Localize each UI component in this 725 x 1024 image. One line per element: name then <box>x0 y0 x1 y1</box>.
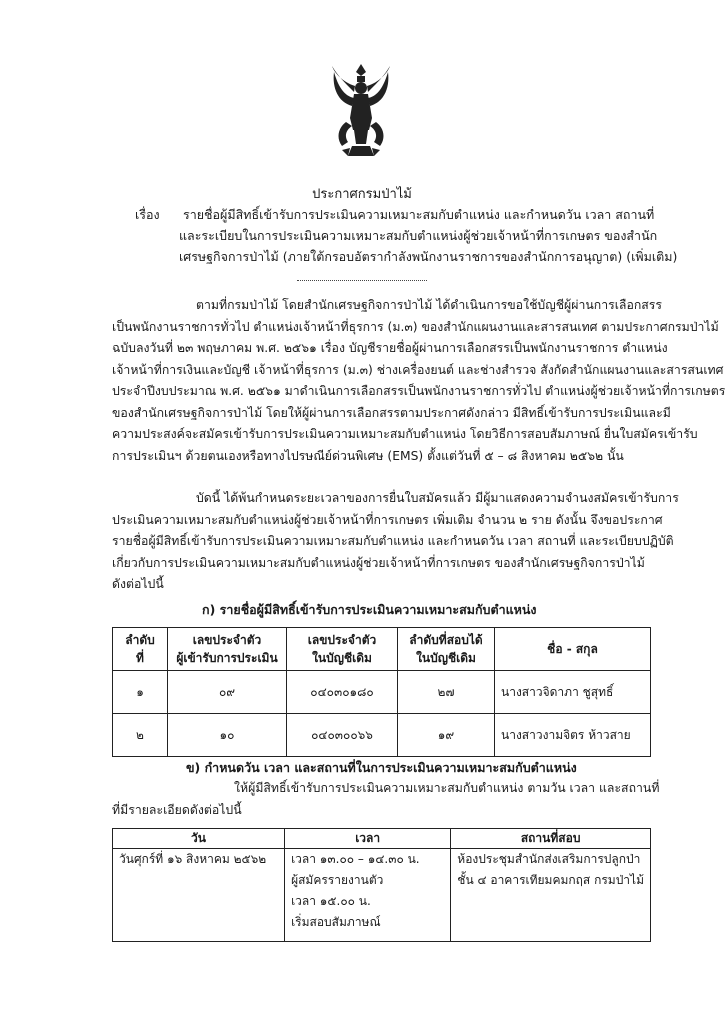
table-cell: ๐๔๐๓๐๑๘๐ <box>287 671 398 714</box>
paragraph-line: เจ้าหน้าที่การเงินและบัญชี เจ้าหน้าที่ธุรการ (ม.๓) ช่างเครื่องยนต์ และช่างสำรวจ สังกัดสำนักแผนงานและสารสนเทศ <box>112 362 724 377</box>
table-cell: ๐๔๐๓๐๐๖๖ <box>287 714 398 757</box>
column-header: เวลา <box>285 829 451 849</box>
column-header: ลำดับ ที่ <box>113 628 168 671</box>
table-cell: นางสาวงามจิตร ห้าวสาย <box>495 714 651 757</box>
paragraph-background <box>112 295 725 467</box>
column-header: สถานที่สอบ <box>451 829 651 849</box>
subject-line: เศรษฐกิจการป่าไม้ (ภายใต้กรอบอัตรากำลังพนักงานราชการของสำนักการอนุญาต) (เพิ่มเติม) <box>179 249 678 264</box>
dotted-separator <box>297 280 427 281</box>
paragraph-line: เกี่ยวกับการประเมินความเหมาะสมกับตำแหน่งผู้ช่วยเจ้าหน้าที่การเกษตร ของสำนักเศรษฐกิจการป่าไม้ <box>112 555 645 570</box>
paragraph-line: ตามที่กรมป่าไม้ โดยสำนักเศรษฐกิจการป่าไม้ ได้ดำเนินการขอใช้บัญชีผู้ผ่านการเลือกสรร <box>196 298 663 312</box>
subject-label: เรื่อง <box>135 207 160 222</box>
announcement-title: ประกาศกรมป่าไม้ <box>312 187 412 202</box>
table-cell-day: วันศุกร์ที่ ๑๖ สิงหาคม ๒๕๖๒ <box>113 849 285 942</box>
paragraph-line: การประเมินฯ ด้วยตนเองหรือทางไปรษณีย์ด่วนพิเศษ (EMS) ตั้งแต่วันที่ ๕ – ๘ สิงหาคม ๒๕๖๒ นั้น <box>112 448 624 463</box>
table-cell: ๑๙ <box>398 714 495 757</box>
table-header-row <box>113 628 651 671</box>
column-header: ชื่อ - สกุล <box>495 628 651 671</box>
subject-line: รายชื่อผู้มีสิทธิ์เข้ารับการประเมินความเหมาะสมกับตำแหน่ง และกำหนดวัน เวลา สถานที่ <box>183 207 655 222</box>
table-row <box>113 714 651 757</box>
paragraph-line: ให้ผู้มีสิทธิ์เข้ารับการประเมินความเหมาะสมกับตำแหน่ง ตามวัน เวลา และสถานที่ <box>234 781 660 795</box>
subject-line: และระเบียบในการประเมินความเหมาะสมกับตำแหน่งผู้ช่วยเจ้าหน้าที่การเกษตร ของสำนัก <box>179 228 658 243</box>
section-b-intro <box>112 778 660 821</box>
table-row <box>113 671 651 714</box>
paragraph-line: รายชื่อผู้มีสิทธิ์เข้ารับการประเมินความเหมาะสมกับตำแหน่ง และกำหนดวัน เวลา สถานที่ และระเบียบปฏิบัติ <box>112 534 674 548</box>
paragraph-line: ดังต่อไปนี้ <box>112 577 164 591</box>
table-cell: นางสาวจิดาภา ชูสุทธิ์ <box>495 671 651 714</box>
section-b-heading: ข) กำหนดวัน เวลา และสถานที่ในการประเมินความเหมาะสมกับตำแหน่ง <box>186 760 577 775</box>
table-cell: ๑ <box>113 671 168 714</box>
column-header: เลขประจำตัว ในบัญชีเดิม <box>287 628 398 671</box>
table-cell: ๒๗ <box>398 671 495 714</box>
table-cell-time: เวลา ๑๓.๐๐ – ๑๔.๓๐ น. ผู้สมัครรายงานตัว เวลา ๑๕.๐๐ น. เริ่มสอบสัมภาษณ์ <box>285 849 451 942</box>
column-header: เลขประจำตัว ผู้เข้ารับการประเมิน <box>168 628 287 671</box>
paragraph-line: ความประสงค์จะสมัครเข้ารับการประเมินความเหมาะสมกับตำแหน่ง โดยวิธีการสอบสัมภาษณ์ ยื่นใบสมัครเข้ารับ <box>112 427 698 441</box>
column-header: วัน <box>113 829 285 849</box>
paragraph-line: ฉบับลงวันที่ ๒๓ พฤษภาคม พ.ศ. ๒๕๖๑ เรื่อง บัญชีรายชื่อผู้ผ่านการเลือกสรรเป็นพนักงานราชการ ตำแหน่ง <box>112 341 668 355</box>
paragraph-line: ประจำปีงบประมาณ พ.ศ. ๒๕๖๑ มาดำเนินการเลือกสรรเป็นพนักงานราชการทั่วไป ตำแหน่งผู้ช่วยเจ้าหน้าที่การเกษตร <box>112 384 725 398</box>
table-row <box>113 849 651 942</box>
paragraph-line: เป็นพนักงานราชการทั่วไป ตำแหน่งเจ้าหน้าที่ธุรการ (ม.๓) ของสำนักแผนงานและสารสนเทศ ตามประกาศกรมป่าไม้ <box>112 319 719 334</box>
table-cell: ๐๙ <box>168 671 287 714</box>
paragraph-line: ของสำนักเศรษฐกิจการป่าไม้ โดยให้ผู้ผ่านการเลือกสรรตามประกาศดังกล่าว มีสิทธิ์เข้ารับการประเมินและมี <box>112 405 671 420</box>
section-a-heading: ก) รายชื่อผู้มีสิทธิ์เข้ารับการประเมินความเหมาะสมกับตำแหน่ง <box>202 602 537 617</box>
paragraph-announcement <box>112 488 679 596</box>
schedule-table <box>112 828 651 942</box>
table-cell-place: ห้องประชุมสำนักส่งเสริมการปลูกป่า ชั้น ๔ อาคารเทียมคมกฤส กรมป่าไม้ <box>451 849 651 942</box>
paragraph-line: ที่มีรายละเอียดดังต่อไปนี้ <box>112 802 242 817</box>
paragraph-line: ประเมินความเหมาะสมกับตำแหน่งผู้ช่วยเจ้าหน้าที่การเกษตร เพิ่มเติม จำนวน ๒ ราย ดังนั้น จึงขอประกาศ <box>112 512 663 527</box>
table-cell: ๒ <box>113 714 168 757</box>
paragraph-line: บัดนี้ ได้พ้นกำหนดระยะเวลาของการยื่นใบสมัครแล้ว มีผู้มาแสดงความจำนงสมัครเข้ารับการ <box>196 491 679 505</box>
subject-block <box>135 204 678 267</box>
table-header-row <box>113 829 651 849</box>
garuda-emblem-icon <box>330 62 392 162</box>
candidates-table <box>112 627 651 757</box>
table-cell: ๑๐ <box>168 714 287 757</box>
column-header: ลำดับที่สอบได้ ในบัญชีเดิม <box>398 628 495 671</box>
